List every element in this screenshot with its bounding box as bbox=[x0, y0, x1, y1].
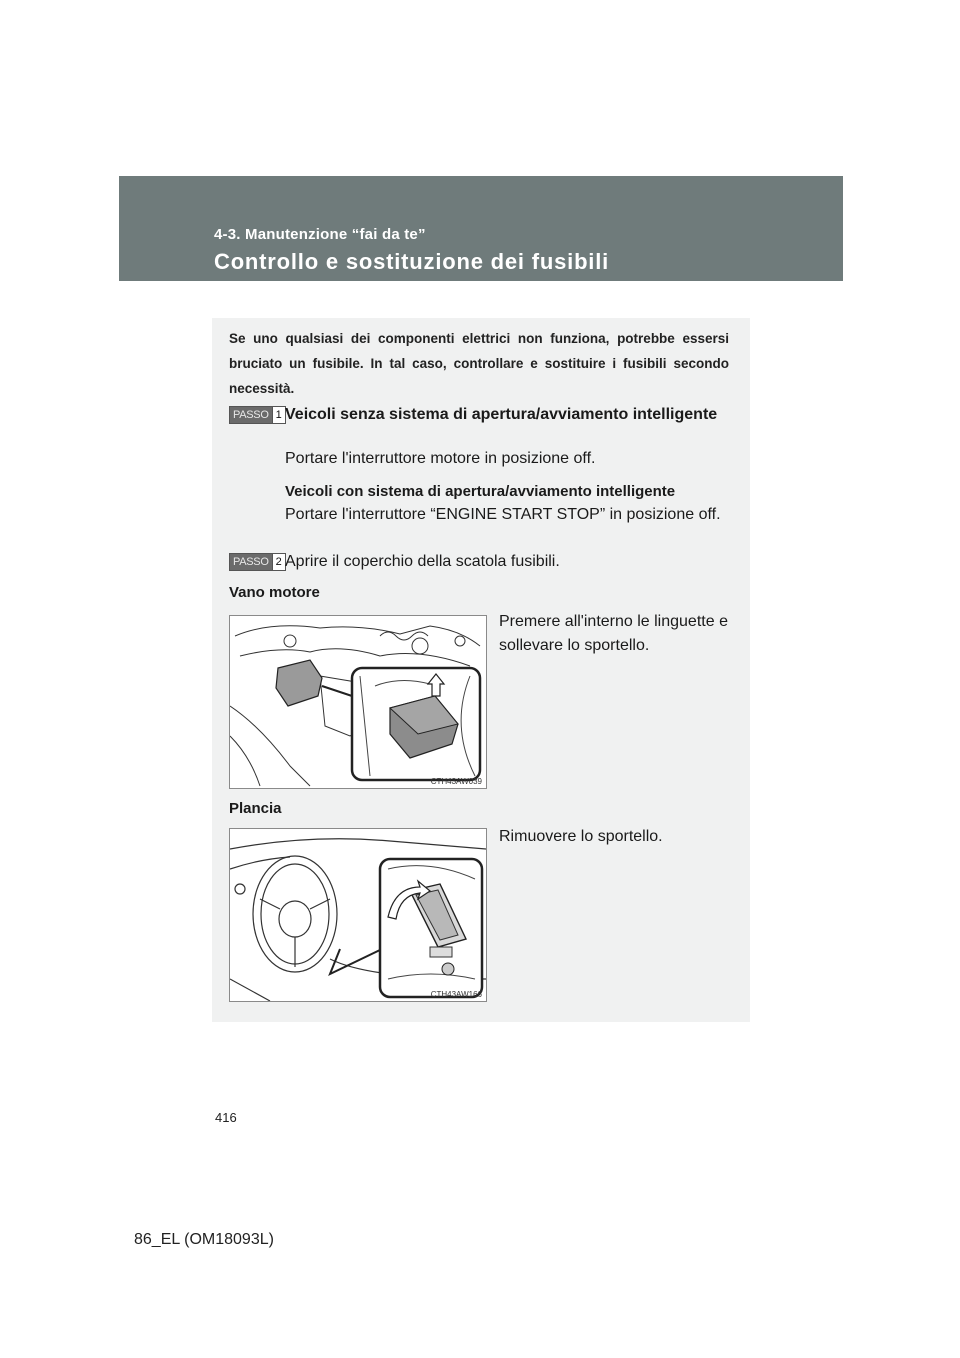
step-1-heading-b: Veicoli con sistema di apertura/avviamento intelligente bbox=[285, 483, 676, 500]
engine-bay-drawing bbox=[230, 616, 486, 788]
dashboard-caption: Rimuovere lo sportello. bbox=[499, 828, 663, 845]
engine-fuse-box-illustration bbox=[229, 615, 487, 789]
step-1-badge bbox=[229, 406, 286, 424]
page-title: Controllo e sostituzione dei fusibili bbox=[214, 249, 610, 274]
page-number: 416 bbox=[215, 1110, 237, 1125]
engine-compartment-heading: Vano motore bbox=[229, 584, 320, 601]
dashboard-fuse-box-illustration bbox=[229, 828, 487, 1002]
step-1-text-b: Portare l'interruttore “ENGINE START STOP” in posizione off. bbox=[285, 506, 721, 523]
document-code: 86_EL (OM18093L) bbox=[134, 1231, 274, 1248]
step-1-text-a: Portare l'interruttore motore in posizione off. bbox=[285, 450, 596, 467]
step-badge-number: 1 bbox=[272, 407, 285, 423]
figure-code: CTH43AW039 bbox=[430, 777, 482, 786]
section-label: 4-3. Manutenzione “fai da te” bbox=[214, 226, 426, 243]
dashboard-heading: Plancia bbox=[229, 800, 282, 817]
chapter-header bbox=[119, 176, 843, 281]
step-1-heading-a: Veicoli senza sistema di apertura/avviamento intelligente bbox=[285, 406, 718, 423]
intro-paragraph: Se uno qualsiasi dei componenti elettrici non funziona, potrebbe essersi bruciato un fusibile. In tal caso, controllare e sostituire i fusibili secondo necessità. bbox=[229, 331, 729, 396]
dashboard-drawing bbox=[230, 829, 486, 1001]
engine-compartment-caption: Premere all'interno le linguette e sollevare lo sportello. bbox=[499, 613, 728, 654]
step-2-badge bbox=[229, 553, 286, 571]
step-badge-word: PASSO bbox=[230, 554, 272, 570]
content-box bbox=[212, 318, 750, 1022]
step-2-text: Aprire il coperchio della scatola fusibili. bbox=[285, 553, 560, 570]
figure-code: CTH43AW166 bbox=[430, 990, 482, 999]
step-badge-number: 2 bbox=[272, 554, 285, 570]
step-badge-word: PASSO bbox=[230, 407, 272, 423]
